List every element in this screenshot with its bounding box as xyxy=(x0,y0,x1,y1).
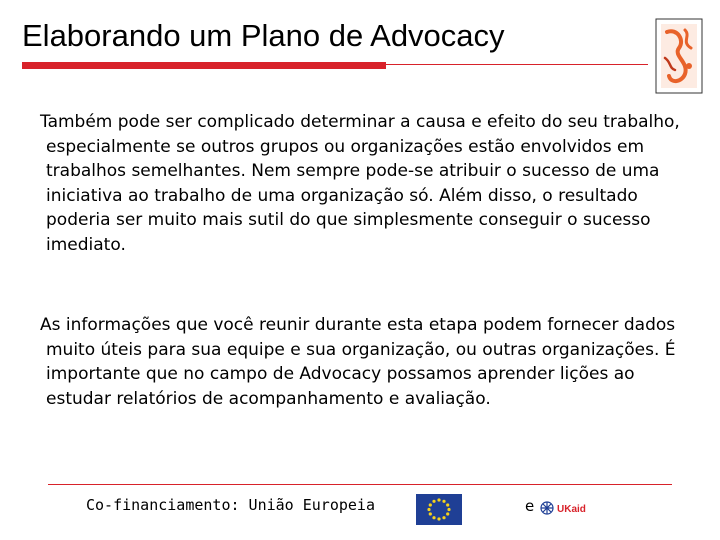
paragraph-2: As informações que você reunir durante esta etapa podem fornecer dados muito úteis para sua equipe e sua organização, ou outras organizações. É importante que no campo de Advocacy possamos aprender lições ao estudar relatórios de acompanhamento e avaliação. xyxy=(40,315,676,409)
paragraph-1: Também pode ser complicado determinar a causa e efeito do seu trabalho, especialmente se outros grupos ou organizações estão envolvidos em trabalhos semelhantes. Nem sempre pode-se atribuir o sucesso de uma iniciativa ao trabalho de uma organização só. Além disso, o resultado poderia ser muito mais sutil do que simplesmente conseguir o sucesso imediato. xyxy=(40,112,680,255)
eu-flag-icon xyxy=(416,494,462,525)
ukaid-label: UKaid xyxy=(557,504,586,515)
slide-title: Elaborando um Plano de Advocacy xyxy=(22,18,505,53)
ukaid-logo-icon xyxy=(538,495,590,521)
footer-conjunction: e xyxy=(525,497,535,515)
footer-divider xyxy=(48,484,672,485)
footer-funding-text: Co-financiamento: União Europeia xyxy=(86,496,375,514)
title-underline-thick xyxy=(22,62,386,69)
title-underline-thin xyxy=(386,64,648,65)
abstract-figure-logo-icon xyxy=(655,18,703,94)
